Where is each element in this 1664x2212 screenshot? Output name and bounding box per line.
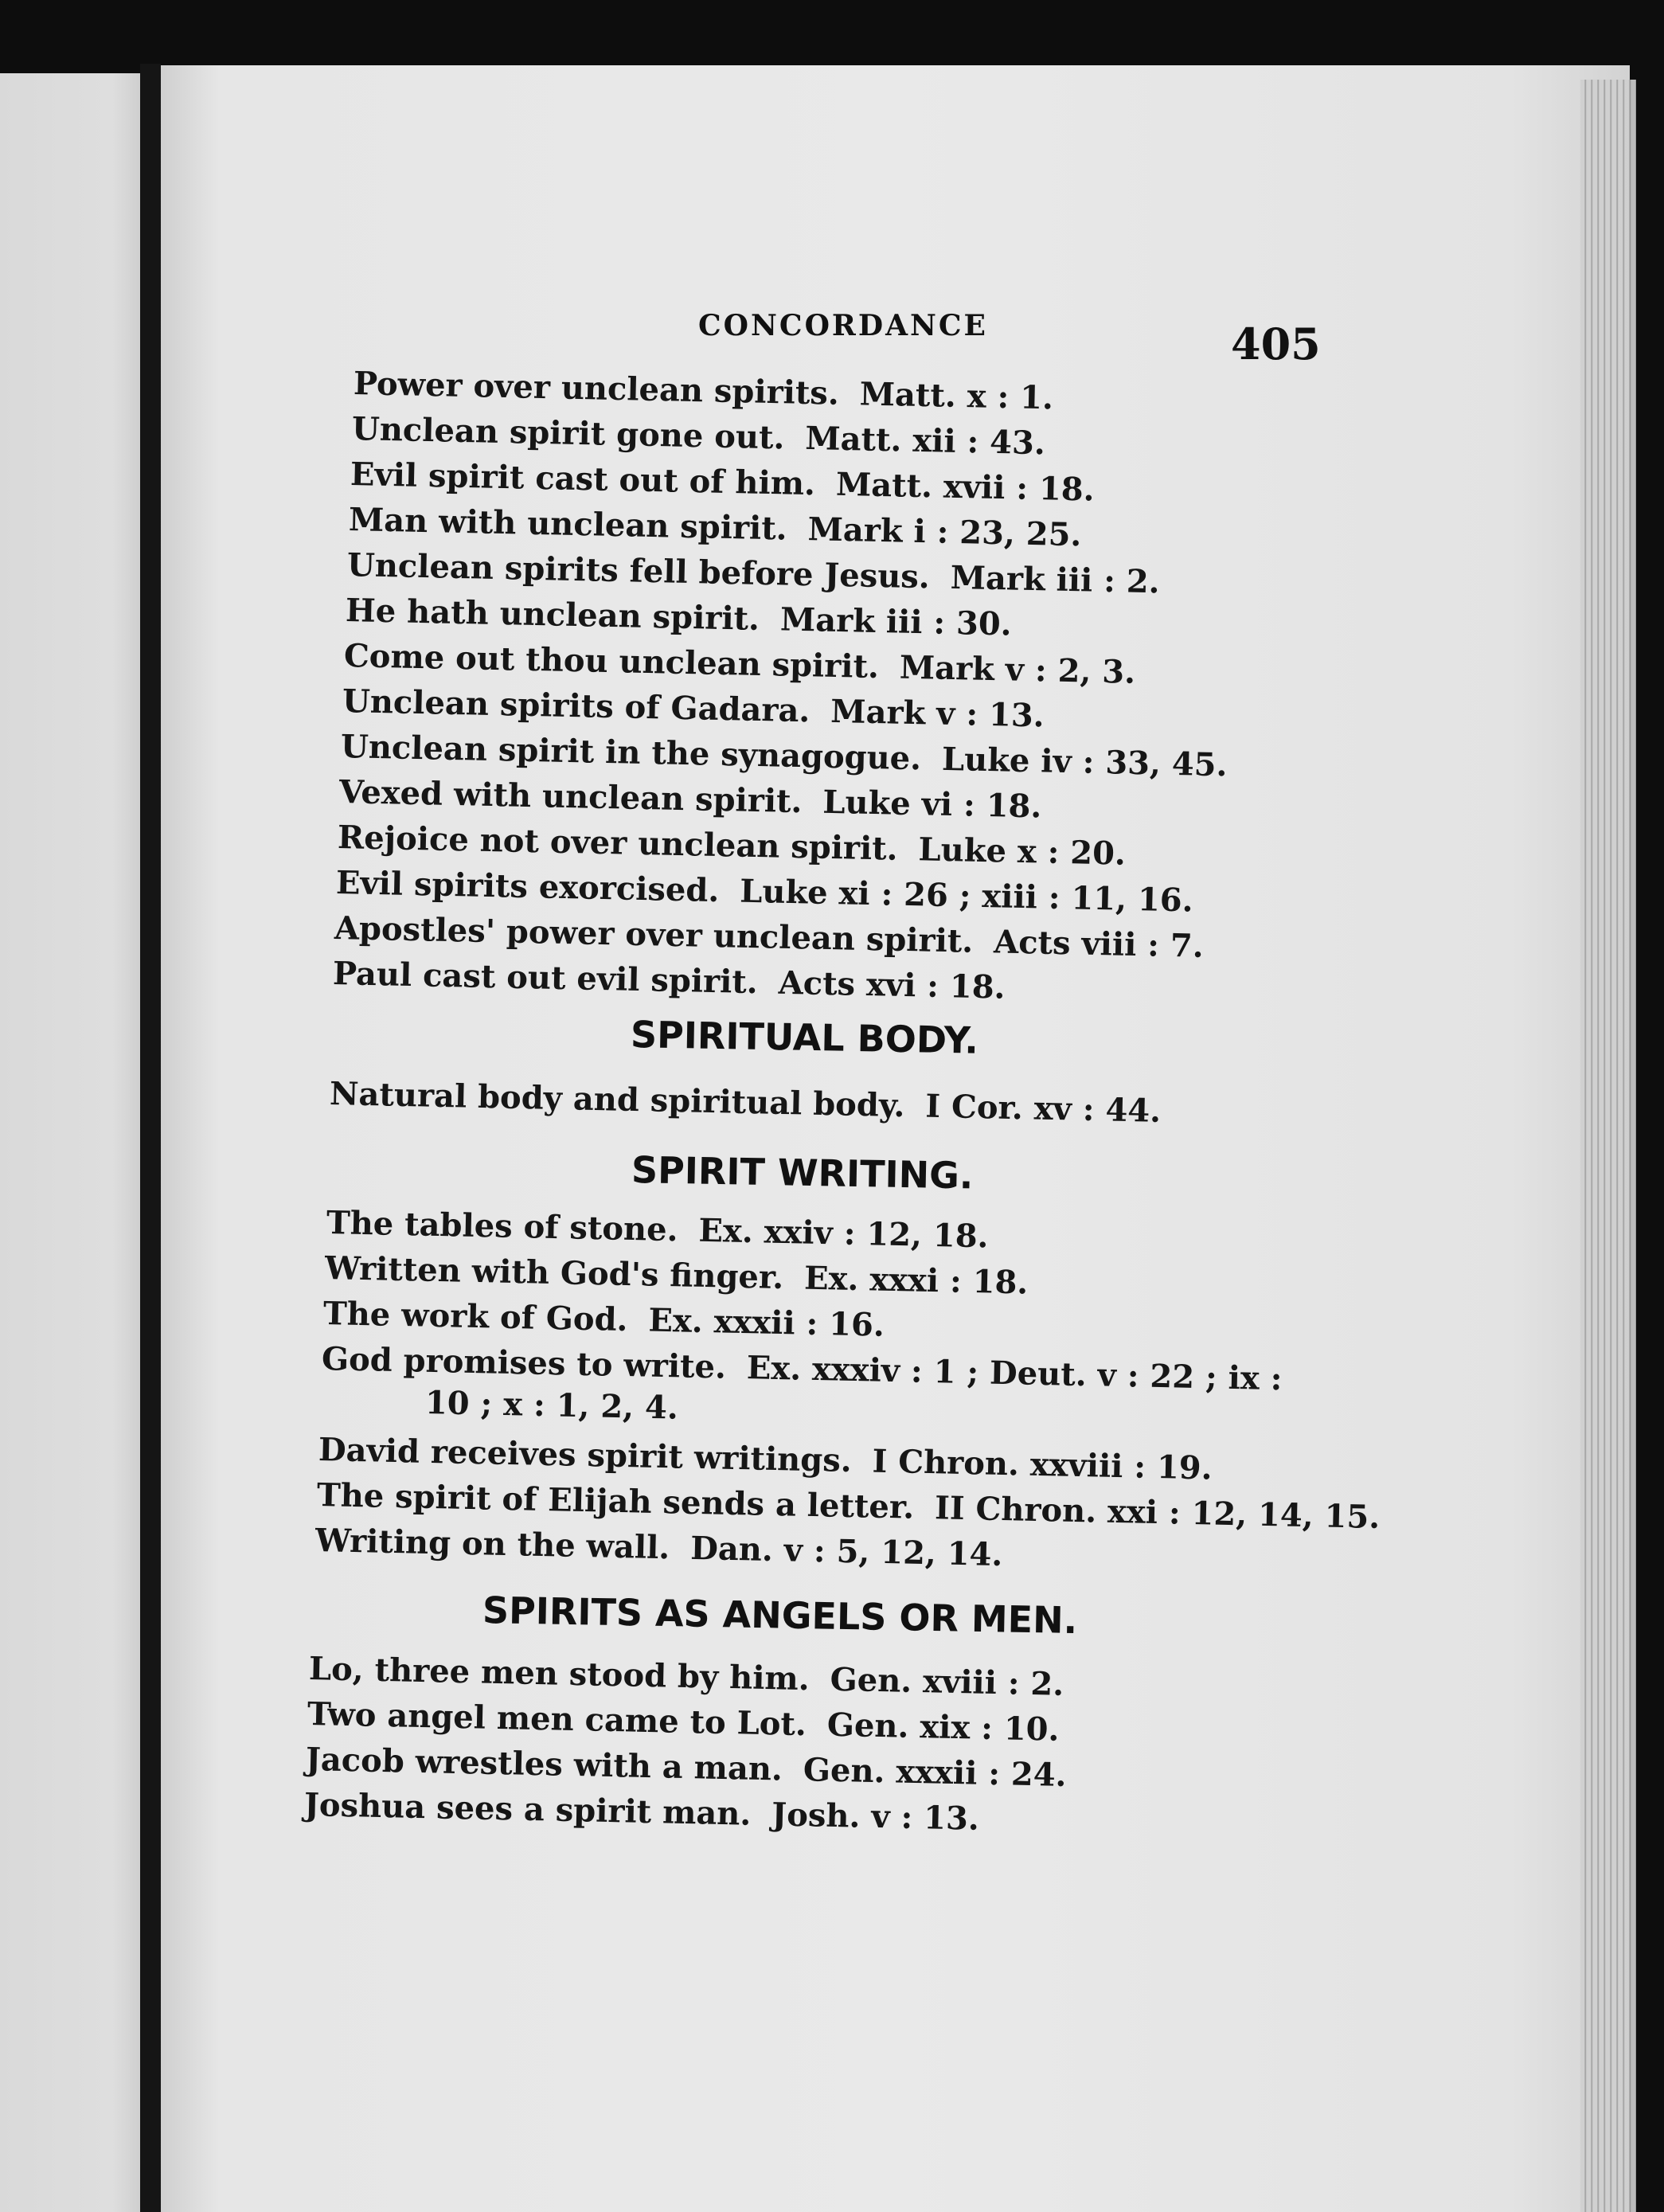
entry-reference: Acts viii : 7.	[993, 923, 1205, 965]
entry-continuation-line	[425, 1384, 679, 1427]
section-heading: SPIRIT WRITING.	[631, 1148, 974, 1198]
entry-text: Evil spirits exorcised.	[335, 864, 720, 910]
entry-text: Jacob wrestles with a man.	[305, 1741, 783, 1788]
entry-reference: Luke xi : 26 ; xiii : 11, 16.	[739, 872, 1194, 920]
entry-reference: Matt. xvii : 18.	[835, 465, 1096, 509]
entry-reference: Mark iii : 2.	[950, 558, 1161, 601]
entry-reference: Acts xvi : 18.	[778, 963, 1006, 1006]
entry-text: Come out thou unclean spirit.	[343, 637, 880, 686]
section-heading: SPIRITUAL BODY.	[630, 1013, 979, 1062]
entry-text: Vexed with unclean spirit.	[338, 773, 803, 821]
entry-text: Lo, three men stood by him.	[308, 1650, 811, 1698]
entry-text: Power over unclean spirits.	[353, 365, 840, 412]
entry-reference: I Chron. xxviii : 19.	[872, 1442, 1213, 1487]
entry-text: Unclean spirits fell before Jesus.	[346, 546, 931, 596]
entry-reference: Mark iii : 30.	[779, 600, 1013, 643]
entry-text: Unclean spirits of Gadara.	[342, 682, 811, 730]
entry-reference: Mark v : 13.	[830, 692, 1045, 735]
left-page-edge	[0, 73, 140, 2212]
entry-text: Natural body and spiritual body.	[329, 1075, 905, 1125]
entry-reference: Ex. xxxii : 16.	[648, 1301, 885, 1344]
entry-reference: Mark v : 2, 3.	[899, 648, 1136, 691]
entry-reference: Ex. xxxi : 18.	[803, 1259, 1029, 1302]
page-number: 405	[1231, 319, 1321, 369]
entry-reference: Ex. xxxiv : 1 ; Deut. v : 22 ; ix :	[746, 1349, 1283, 1398]
entry-text: God promises to write.	[321, 1340, 727, 1386]
entry-reference: Gen. xviii : 2.	[830, 1660, 1064, 1703]
entry-text: He hath unclean spirit.	[345, 592, 760, 638]
entry-text: The spirit of Elijah sends a letter.	[316, 1476, 915, 1526]
page-edges	[1580, 80, 1636, 2212]
entry-reference: Luke vi : 18.	[822, 783, 1042, 826]
entry-reference: Dan. v : 5, 12, 14.	[689, 1529, 1003, 1574]
entry-reference: II Chron. xxi : 12, 14, 15.	[934, 1489, 1381, 1536]
entry-text: The tables of stone.	[326, 1204, 679, 1249]
entry-reference: Matt. xii : 43.	[804, 419, 1046, 463]
entry-text: Rejoice not over unclean spirit.	[337, 819, 899, 868]
entry-reference: Luke x : 20.	[918, 830, 1127, 873]
entry-reference: Gen. xix : 10.	[826, 1706, 1060, 1749]
entry-text: David receives spirit writings.	[318, 1431, 853, 1480]
entry-reference: Luke iv : 33, 45.	[941, 740, 1228, 784]
entry-reference: Matt. x : 1.	[859, 375, 1054, 417]
entry-text: Apostles' power over unclean spirit.	[334, 909, 974, 960]
entry-text: 10 ; x : 1, 2, 4.	[424, 1384, 679, 1427]
entry-reference: Josh. v : 13.	[771, 1796, 980, 1838]
entry-text: Writing on the wall.	[314, 1522, 670, 1567]
entry-text: Unclean spirit in the synagogue.	[340, 728, 922, 778]
entry-reference: Gen. xxxii : 24.	[803, 1751, 1068, 1795]
entry-text: Written with God's finger.	[324, 1249, 784, 1297]
entry-text: Man with unclean spirit.	[348, 501, 788, 548]
entry-text: The work of God.	[322, 1295, 629, 1339]
entry-text: Joshua sees a spirit man.	[303, 1786, 752, 1833]
section-heading: SPIRITS AS ANGELS OR MEN.	[482, 1589, 1078, 1643]
entry-reference: Ex. xxiv : 12, 18.	[698, 1211, 989, 1256]
entry-reference: Mark i : 23, 25.	[807, 510, 1082, 554]
entry-text: Two angel men came to Lot.	[307, 1695, 807, 1744]
entry-text: Evil spirit cast out of him.	[350, 455, 816, 503]
entry-text: Paul cast out evil spirit.	[332, 955, 759, 1002]
book-gutter	[140, 64, 161, 2212]
entry-text: Unclean spirit gone out.	[351, 410, 785, 457]
running-head: CONCORDANCE	[698, 309, 988, 342]
entry-reference: I Cor. xv : 44.	[924, 1087, 1162, 1130]
